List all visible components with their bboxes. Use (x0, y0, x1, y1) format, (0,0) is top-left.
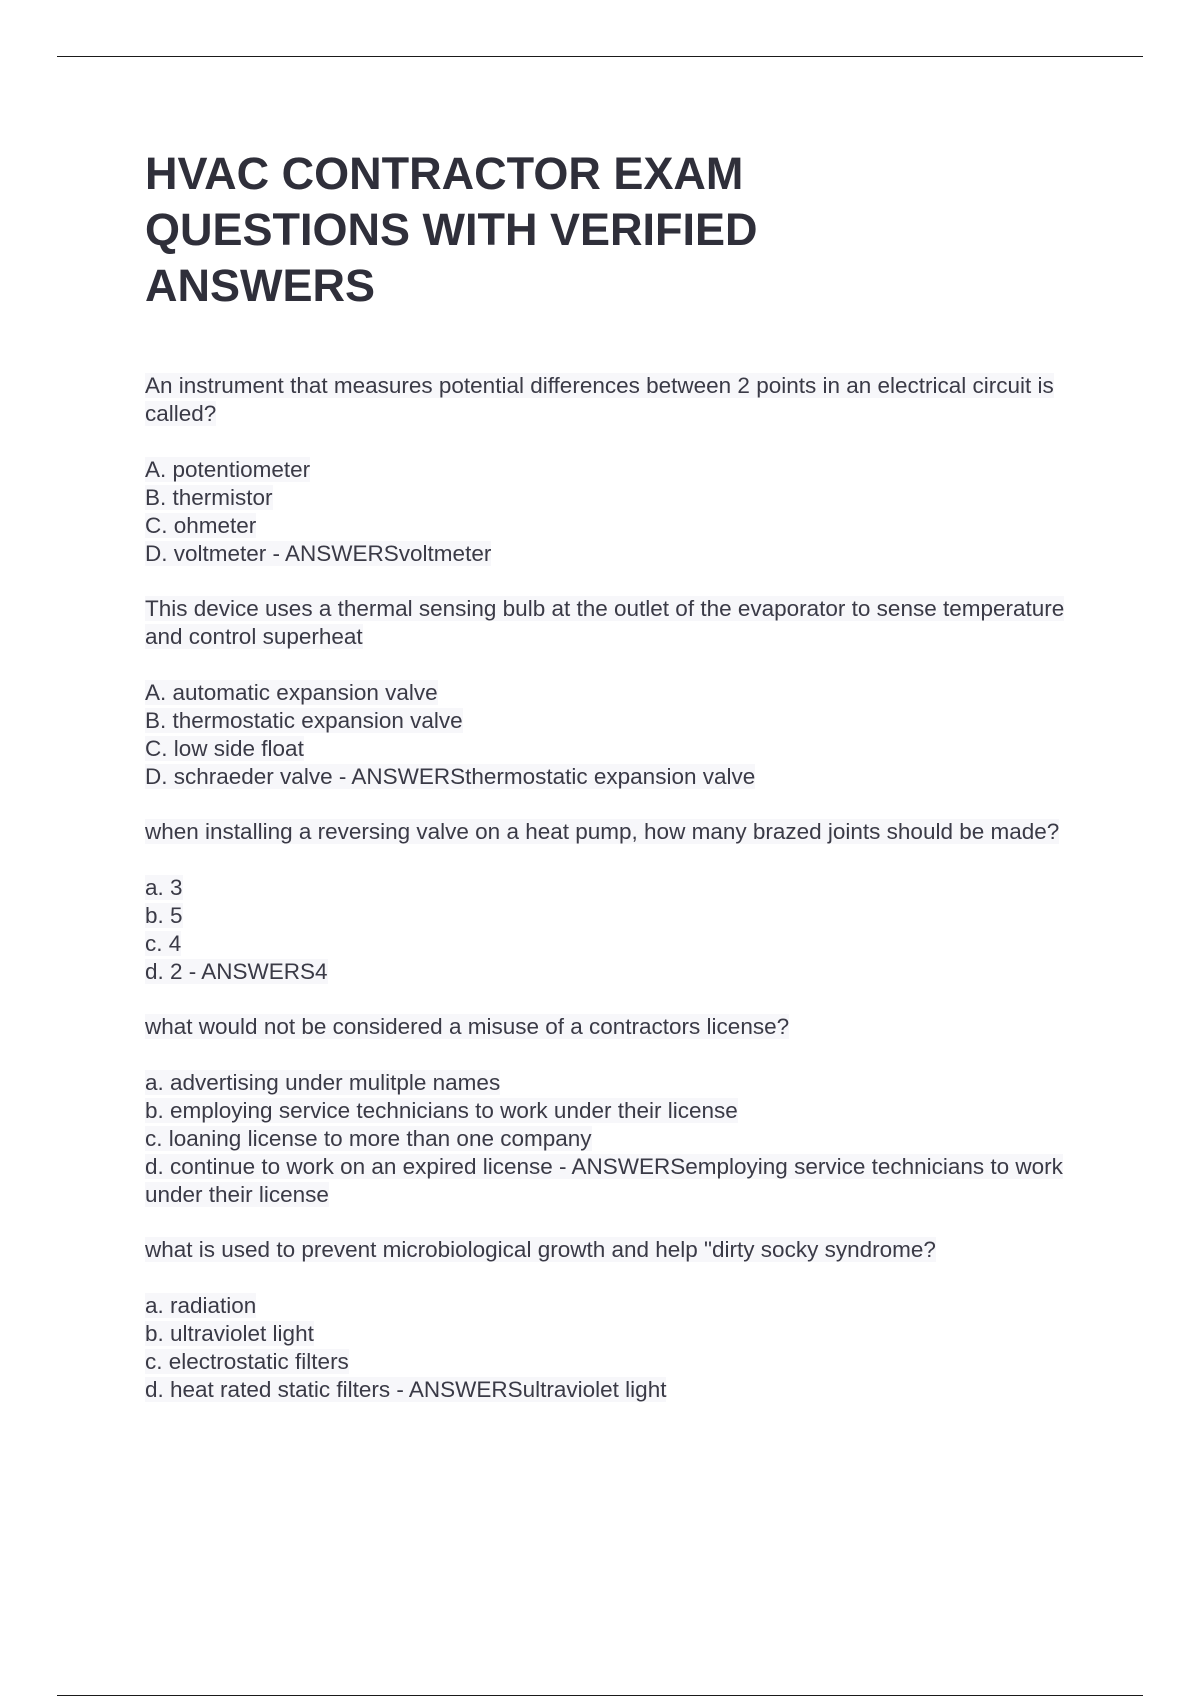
question-block-3 (145, 818, 1085, 986)
option-d-with-answer: d. continue to work on an expired license - ANSWERSemploying service technicians to work under their license (145, 1154, 1063, 1207)
option-c: C. low side float (145, 736, 304, 761)
option-b: B. thermistor (145, 485, 273, 510)
header-rule (57, 56, 1143, 57)
option-d-with-answer: d. heat rated static filters - ANSWERSultraviolet light (145, 1377, 667, 1402)
option-b: b. 5 (145, 903, 183, 928)
option-c: c. 4 (145, 931, 182, 956)
option-a: a. advertising under mulitple names (145, 1070, 501, 1095)
question-block-2 (145, 595, 1085, 791)
option-d-with-answer: d. 2 - ANSWERS4 (145, 959, 328, 984)
question-text: what is used to prevent microbiological growth and help "dirty socky syndrome? (145, 1237, 936, 1262)
option-b: b. ultraviolet light (145, 1321, 314, 1346)
document-body (145, 146, 1085, 1431)
option-a: a. 3 (145, 875, 183, 900)
option-b: B. thermostatic expansion valve (145, 708, 463, 733)
option-c: C. ohmeter (145, 513, 257, 538)
option-a: a. radiation (145, 1293, 257, 1318)
question-block-1 (145, 372, 1085, 568)
option-a: A. automatic expansion valve (145, 680, 438, 705)
footer-rule (57, 1695, 1143, 1696)
question-block-5 (145, 1236, 1085, 1404)
question-text: when installing a reversing valve on a heat pump, how many brazed joints should be made? (145, 819, 1060, 844)
option-c: c. loaning license to more than one company (145, 1126, 592, 1151)
question-text: This device uses a thermal sensing bulb at the outlet of the evaporator to sense temperature and control superheat (145, 596, 1065, 649)
question-text: An instrument that measures potential differences between 2 points in an electrical circuit is called? (145, 373, 1054, 426)
document-title: HVAC CONTRACTOR EXAM QUESTIONS WITH VERIFIED ANSWERS (145, 148, 758, 311)
question-text: what would not be considered a misuse of a contractors license? (145, 1014, 790, 1039)
question-list (145, 372, 1085, 1404)
option-b: b. employing service technicians to work under their license (145, 1098, 738, 1123)
option-d-with-answer: D. schraeder valve - ANSWERSthermostatic expansion valve (145, 764, 756, 789)
question-block-4 (145, 1013, 1085, 1209)
option-c: c. electrostatic filters (145, 1349, 349, 1374)
option-d-with-answer: D. voltmeter - ANSWERSvoltmeter (145, 541, 492, 566)
option-a: A. potentiometer (145, 457, 311, 482)
